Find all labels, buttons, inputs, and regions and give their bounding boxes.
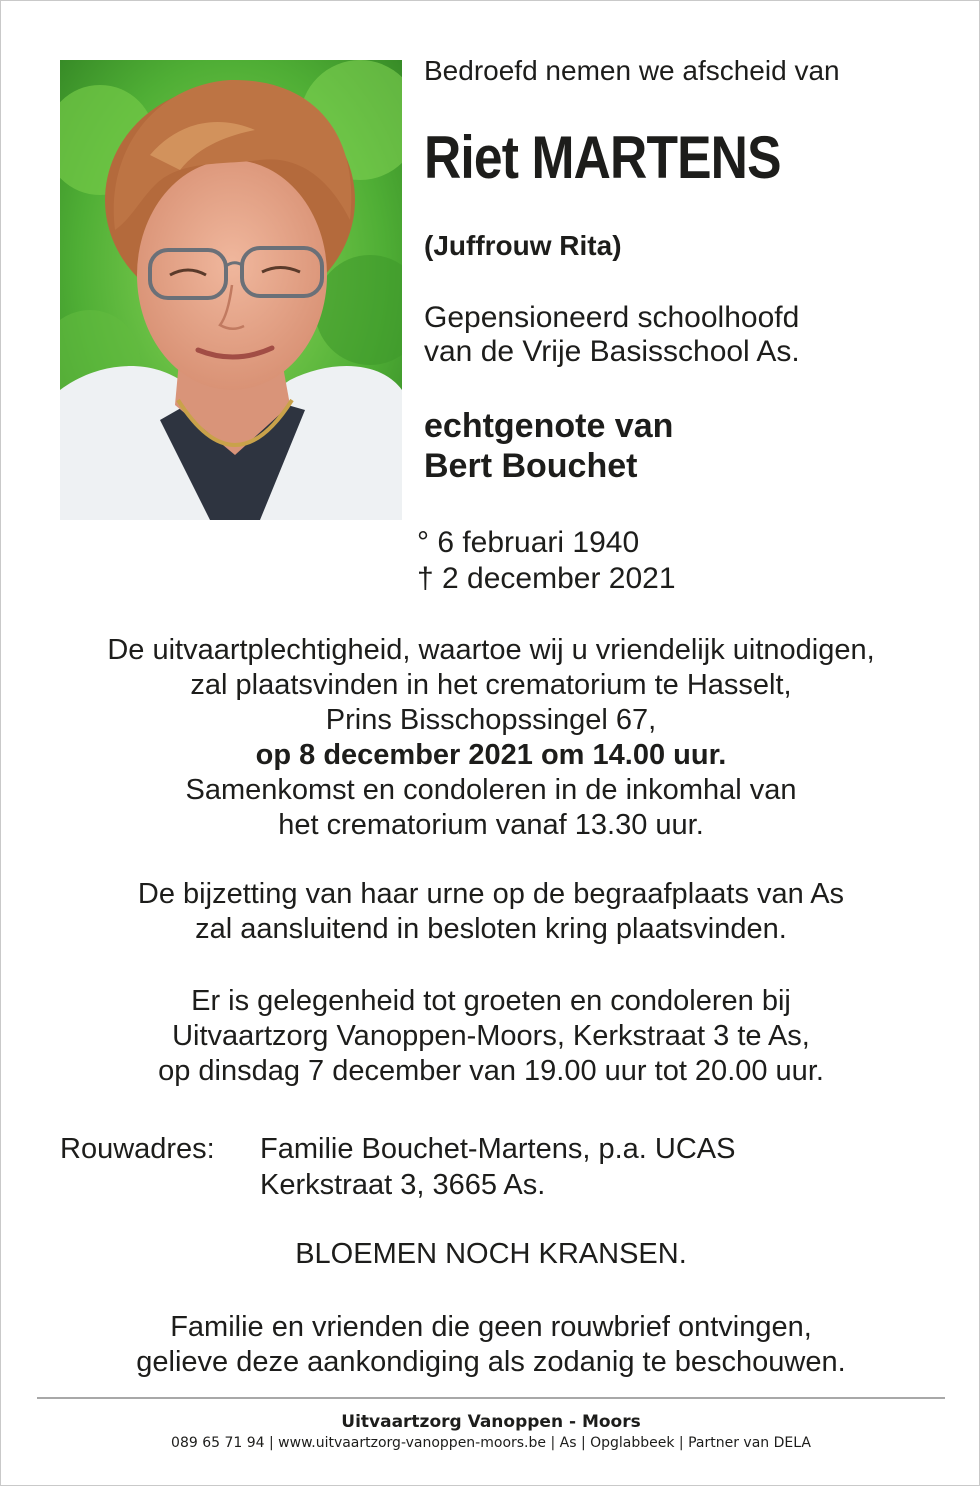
- address-label: Rouwadres:: [60, 1133, 215, 1165]
- footer-contact-info: 089 65 71 94 | www.uitvaartzorg-vanoppen-moors.be | As | Opglabbeek | Partner van DELA: [171, 1435, 811, 1451]
- spouse-line: Bert Bouchet: [424, 447, 638, 485]
- intro-text: Bedroefd nemen we afscheid van: [424, 55, 840, 86]
- portrait-illustration: [60, 60, 402, 520]
- portrait-photo: [60, 60, 402, 520]
- flowers-notice: BLOEMEN NOCH KRANSEN.: [295, 1238, 687, 1270]
- footer-company-name: Uitvaartzorg Vanoppen - Moors: [341, 1412, 641, 1432]
- notice-line: Familie en vrienden die geen rouwbrief ontvingen,: [170, 1311, 812, 1343]
- visitation-line: op dinsdag 7 december van 19.00 uur tot 20.00 uur.: [158, 1055, 824, 1087]
- deceased-name: Riet MARTENS: [424, 124, 781, 191]
- visitation-line: Er is gelegenheid tot groeten en condoleren bij: [191, 985, 791, 1017]
- ceremony-paragraph: [1, 633, 980, 843]
- interment-line: zal aansluitend in besloten kring plaatsvinden.: [195, 913, 787, 945]
- ceremony-datetime: op 8 december 2021 om 14.00 uur.: [255, 739, 727, 771]
- ceremony-line: zal plaatsvinden in het crematorium te Hasselt,: [190, 669, 792, 701]
- ceremony-line: De uitvaartplechtigheid, waartoe wij u vriendelijk uitnodigen,: [107, 634, 875, 666]
- ceremony-line: het crematorium vanaf 13.30 uur.: [278, 809, 704, 841]
- birth-date: ° 6 februari 1940: [417, 526, 640, 559]
- visitation-line: Uitvaartzorg Vanoppen-Moors, Kerkstraat 3 te As,: [172, 1020, 810, 1052]
- visitation-paragraph: [1, 984, 980, 1089]
- interment-line: De bijzetting van haar urne op de begraafplaats van As: [137, 878, 845, 910]
- closing-notice: [1, 1310, 980, 1380]
- footer-divider: [37, 1397, 945, 1399]
- ceremony-line: Samenkomst en condoleren in de inkomhal van: [185, 774, 797, 806]
- interment-paragraph: [1, 877, 980, 947]
- occupation-line: Gepensioneerd schoolhoofd: [424, 301, 800, 334]
- death-date: † 2 december 2021: [417, 562, 676, 595]
- occupation-line: van de Vrije Basisschool As.: [424, 335, 800, 368]
- life-dates: [417, 525, 676, 597]
- nickname: (Juffrouw Rita): [424, 230, 622, 261]
- spouse-line: echtgenote van: [424, 407, 674, 445]
- address-lines: [260, 1131, 735, 1203]
- occupation: [424, 301, 800, 369]
- address-line: Familie Bouchet-Martens, p.a. UCAS: [260, 1133, 736, 1165]
- notice-line: gelieve deze aankondiging als zodanig te beschouwen.: [136, 1346, 846, 1378]
- ceremony-line: Prins Bisschopssingel 67,: [325, 704, 657, 736]
- address-line: Kerkstraat 3, 3665 As.: [260, 1169, 546, 1201]
- spouse: [424, 406, 673, 486]
